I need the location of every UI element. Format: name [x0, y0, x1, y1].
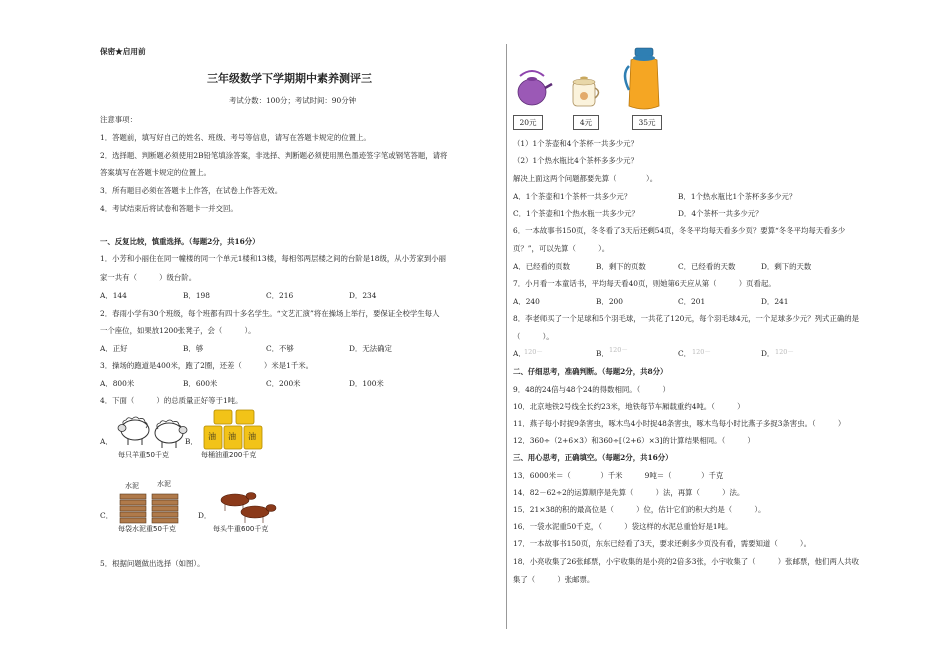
cattle-image	[213, 488, 283, 524]
cement-label: 水泥	[125, 482, 139, 490]
formula-a: 120－	[524, 348, 543, 356]
option-b[interactable]: B．200	[596, 297, 623, 306]
option-c[interactable]: C．200米	[266, 379, 301, 388]
question-5: 5．根据问题做出选择（如图）。	[100, 559, 205, 568]
thermos-icon	[625, 48, 659, 109]
teacup-image	[569, 74, 603, 110]
notice-line: 答案填写在答题卡规定的位置上。	[100, 168, 211, 177]
question-1-cont: 家一共有（ ）级台阶。	[100, 273, 197, 282]
notice-line: 1．答题前，填写好自己的姓名、班级、考号等信息，请写在答题卡规定的位置上。	[100, 133, 371, 142]
option-a[interactable]: A．已经看的页数	[513, 262, 571, 271]
formula-b: 120－	[609, 346, 628, 354]
column-divider	[506, 44, 507, 629]
question-6-cont: 页？”，可以先算（ ）。	[513, 244, 610, 253]
judge-item: 10．北京地铁2号线全长约23米，地铁每节车厢载重约4吨。（ ）	[513, 402, 745, 411]
teapot-image	[512, 68, 552, 110]
question-4: 4．下面（ ）的总质量正好等于1吨。	[100, 396, 243, 405]
exam-info: 考试分数：100分；考试时间：90分钟	[229, 96, 356, 105]
option-b-letter[interactable]: B．	[185, 437, 198, 446]
fill-item: 16．一袋水泥重50千克，（ ）袋这样的水泥总重恰好是1吨。	[513, 522, 733, 531]
option-a[interactable]: A．144	[100, 291, 127, 300]
option-b[interactable]: B．	[596, 349, 609, 358]
oil-label: 油	[208, 432, 216, 441]
sheep-image	[118, 412, 188, 448]
option-a-letter[interactable]: A．	[100, 437, 113, 446]
option-c[interactable]: C．不够	[266, 344, 294, 353]
sheep-icon	[155, 420, 187, 448]
question-8-cont: （ ）。	[513, 332, 554, 341]
option-b[interactable]: B．198	[183, 291, 210, 300]
sheep-icon	[118, 417, 149, 445]
question-6: 6．一本故事书150页，冬冬看了3天后还剩54页，冬冬平均每天看多少页？要算“冬冬平均每天看多少	[513, 226, 846, 235]
price-thermos: 35元	[632, 115, 662, 130]
option-b[interactable]: B．1个热水瓶比1个茶杯多多少元？	[678, 192, 797, 201]
notice-title: 注意事项：	[100, 115, 137, 124]
q5-sub1: （1）1个茶壶和4个茶杯一共多少元？	[513, 139, 638, 148]
q5-sub2: （2）1个热水瓶比4个茶杯多多少元？	[513, 156, 638, 165]
fill-item: 18．小亮收集了26张邮票，小宇收集的是小亮的2倍多3张，小宇收集了（ ）张邮票，他们两人共收	[513, 557, 860, 566]
oil-label: 油	[228, 432, 236, 441]
notice-line: 3．所有题目必须在答题卡上作答，在试卷上作答无效。	[100, 186, 283, 195]
option-d[interactable]: D．241	[761, 297, 789, 306]
judge-item: 12．360÷（2+6×3）和360÷[（2+6）×3]的计算结果相同。（ ）	[513, 436, 755, 445]
cement-label: 水泥	[157, 480, 171, 488]
option-a[interactable]: A．1个茶壶和1个茶杯一共多少元？	[513, 192, 632, 201]
fill-item: 17．一本故事书150页，东东已经看了3天，要求还剩多少页没有看，需要知道（ ）。	[513, 539, 811, 548]
q5-intro: 解决上面这两个问题都要先算（ ）。	[513, 174, 658, 183]
option-b[interactable]: B．剩下的页数	[596, 262, 646, 271]
oil-label: 油	[248, 432, 256, 441]
fill-item: 14．82－62÷2的运算顺序是先算（ ）法，再算（ ）法。	[513, 488, 745, 497]
teapot-icon	[518, 71, 552, 105]
section2-heading: 二、仔细思考，准确判断。（每题2分，共8分）	[513, 367, 668, 376]
option-d-letter[interactable]: D．	[198, 511, 212, 520]
question-2: 2．春雨小学有30个班级，每个班都有四十多名学生。“文艺汇演”将在操场上举行，要保证全校学生每人	[100, 309, 440, 318]
judge-item: 9．48的24倍与48个24的得数相同。（ ）	[513, 385, 670, 394]
option-d[interactable]: D．无法确定	[349, 344, 392, 353]
option-a[interactable]: A．正好	[100, 344, 128, 353]
price-teacup: 4元	[573, 115, 599, 130]
option-b[interactable]: B．够	[183, 344, 204, 353]
judge-item: 11．燕子每小时捉9条害虫，啄木鸟4小时捉48条害虫，啄木鸟每小时比燕子多捉3条害虫。（ ）	[513, 419, 846, 428]
question-2-cont: 一个座位，如果放1200张凳子，会（ ）。	[100, 326, 256, 335]
option-c[interactable]: C．已经看的天数	[678, 262, 736, 271]
question-3: 3．操场的跑道是400米，跑了2圈，还差（ ）米是1千米。	[100, 361, 313, 370]
option-c[interactable]: C．1个茶壶和1个热水瓶一共多少元？	[513, 209, 639, 218]
option-d[interactable]: D．	[761, 349, 775, 358]
option-c[interactable]: C．216	[266, 291, 294, 300]
option-a[interactable]: A．240	[513, 297, 540, 306]
fill-item: 15．21×38的积的最高位是（ ）位，估计它们的积大约是（ ）。	[513, 505, 766, 514]
question-7: 7．小月看一本童话书，平均每天看40页，则她第6天应从第（ ）页看起。	[513, 279, 776, 288]
question-1: 1．小芳和小丽住在同一幢楼的同一个单元1楼和13楼，每相邻两层楼之间的台阶是18级，从小芳家到小丽	[100, 254, 447, 263]
thermos-image	[623, 46, 667, 110]
option-d[interactable]: D．4个茶杯一共多少元？	[678, 209, 763, 218]
option-c[interactable]: C．	[678, 349, 692, 358]
caption-cement: 每袋水泥重50千克	[118, 525, 176, 533]
section1-heading: 一、反复比较，慎重选择。（每题2分，共16分）	[100, 237, 260, 246]
formula-c: 120－	[692, 348, 711, 356]
caption-cattle: 每头牛重600千克	[213, 525, 269, 533]
question-8: 8．李老师买了一个足球和5个羽毛球，一共花了120元，每个羽毛球4元，一个足球多少元？列式正确的是	[513, 314, 860, 323]
option-d[interactable]: D．234	[349, 291, 377, 300]
option-c[interactable]: C．201	[678, 297, 706, 306]
option-d[interactable]: D．100米	[349, 379, 384, 388]
notice-line: 2．选择题、判断题必须使用2B铅笔填涂答案，非选择、判断题必须使用黑色墨迹签字笔或钢笔答题，请将	[100, 151, 448, 160]
option-a[interactable]: A．800米	[100, 379, 135, 388]
caption-sheep: 每只羊重50千克	[118, 451, 169, 459]
page-title: 三年级数学下学期期中素养测评三	[207, 72, 372, 85]
cow-icon	[241, 505, 276, 524]
teacup-icon	[573, 77, 599, 107]
fill-item: 13．6000米＝（ ）千米 9吨＝（ ）千克	[513, 471, 724, 480]
cement-bags-image	[118, 490, 184, 526]
fill-item-cont: 集了（ ）张邮票。	[513, 575, 595, 584]
option-a[interactable]: A．	[513, 349, 526, 358]
price-teapot: 20元	[513, 115, 543, 130]
notice-line: 4．考试结束后将试卷和答题卡一并交回。	[100, 204, 238, 213]
option-b[interactable]: B．600米	[183, 379, 218, 388]
option-c-letter[interactable]: C．	[100, 511, 114, 520]
section3-heading: 三、用心思考，正确填空。（每题2分，共16分）	[513, 453, 673, 462]
option-d[interactable]: D．剩下的天数	[761, 262, 812, 271]
caption-oil: 每桶油重200千克	[201, 451, 257, 459]
oil-barrels-image	[202, 410, 266, 450]
secret-mark: 保密★启用前	[100, 47, 146, 56]
formula-d: 120－	[775, 348, 794, 356]
